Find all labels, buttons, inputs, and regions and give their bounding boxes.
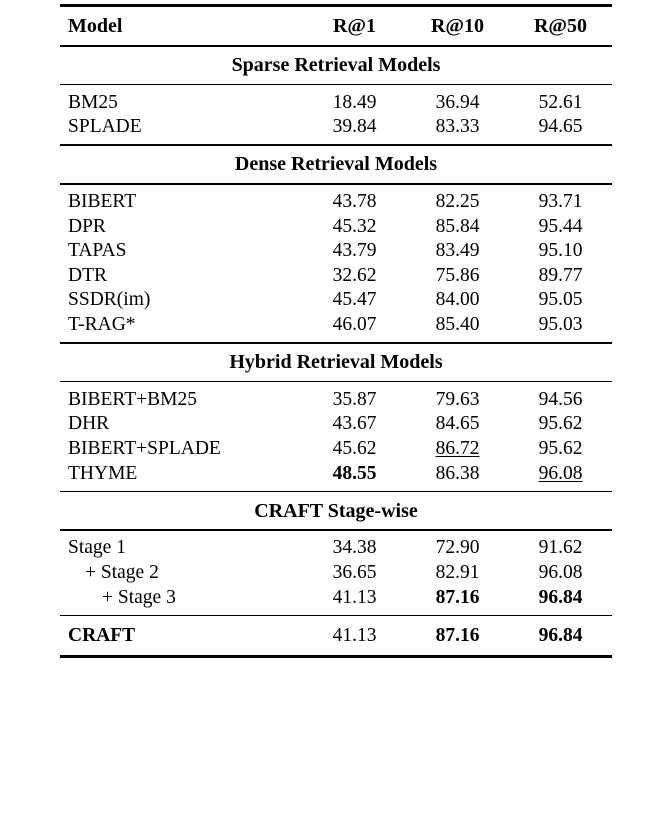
cell-r50	[509, 239, 612, 264]
table-row	[60, 90, 612, 115]
cell-r50	[509, 585, 612, 610]
cell-model	[60, 190, 303, 215]
table-row	[60, 437, 612, 462]
model-name: DHR	[68, 413, 110, 435]
cell-r1	[303, 263, 406, 288]
cell-r50	[509, 263, 612, 288]
cell-value: 83.33	[435, 116, 480, 138]
cell-r50	[509, 536, 612, 561]
cell-r10	[406, 585, 509, 610]
model-name: BM25	[68, 91, 118, 113]
model-name: DPR	[68, 215, 106, 237]
cell-r1	[303, 412, 406, 437]
section-header-row	[60, 492, 612, 529]
cell-r50	[509, 387, 612, 412]
cell-r10	[406, 620, 509, 651]
cell-r10	[406, 214, 509, 239]
cell-value: 87.16	[435, 586, 480, 608]
cell-value: 94.56	[538, 388, 583, 410]
column-header-r10: R@10	[430, 15, 485, 37]
cell-value: 96.84	[538, 586, 583, 608]
model-name: THYME	[68, 462, 138, 484]
cell-r10	[406, 288, 509, 313]
cell-value: 93.71	[538, 191, 583, 213]
cell-r1	[303, 90, 406, 115]
model-name: BIBERT+SPLADE	[68, 438, 221, 460]
cell-r1	[303, 115, 406, 140]
cell-value: 95.62	[538, 438, 583, 460]
cell-model	[60, 560, 303, 585]
results-table	[60, 4, 612, 658]
cell-r1	[303, 288, 406, 313]
cell-r1	[303, 214, 406, 239]
cell-value: 72.90	[435, 537, 480, 559]
cell-r10	[406, 412, 509, 437]
cell-value: 86.72	[435, 438, 480, 460]
cell-value: 36.65	[332, 562, 377, 584]
cell-model	[60, 90, 303, 115]
cell-model	[60, 263, 303, 288]
section-title: Sparse Retrieval Models	[231, 54, 441, 77]
cell-value: 32.62	[332, 264, 377, 286]
table-row	[60, 263, 612, 288]
cell-r10	[406, 115, 509, 140]
model-name: DTR	[68, 264, 107, 286]
cell-value: 45.62	[332, 438, 377, 460]
column-header-r1: R@1	[332, 15, 377, 37]
section-header-row	[60, 344, 612, 381]
cell-value: 41.13	[332, 625, 377, 646]
cell-value: 43.67	[332, 413, 377, 435]
cell-model	[60, 437, 303, 462]
cell-r1	[303, 437, 406, 462]
table-row	[60, 560, 612, 585]
cell-model	[60, 239, 303, 264]
model-name: + Stage 2	[85, 562, 159, 584]
column-header-r50: R@50	[533, 15, 588, 37]
cell-model	[60, 585, 303, 610]
results-table-container	[60, 4, 612, 658]
cell-value: 45.32	[332, 215, 377, 237]
cell-model	[60, 313, 303, 338]
cell-r10	[406, 461, 509, 486]
cell-r50	[509, 288, 612, 313]
section-header-row	[60, 146, 612, 183]
cell-r50	[509, 90, 612, 115]
cell-value: 34.38	[332, 537, 377, 559]
cell-value: 95.62	[538, 413, 583, 435]
cell-r10	[406, 190, 509, 215]
cell-r1	[303, 387, 406, 412]
cell-value: 96.08	[538, 462, 583, 484]
model-name: T-RAG*	[68, 314, 136, 336]
cell-r50	[509, 560, 612, 585]
model-name: TAPAS	[68, 240, 127, 262]
cell-value: 36.94	[435, 91, 480, 113]
table-row	[60, 536, 612, 561]
model-name: BIBERT+BM25	[68, 388, 198, 410]
cell-r10	[406, 90, 509, 115]
cell-r10	[406, 263, 509, 288]
cell-value: 85.84	[435, 215, 480, 237]
section-title: CRAFT Stage-wise	[254, 499, 418, 522]
cell-value: 83.49	[435, 240, 480, 262]
cell-r50	[509, 115, 612, 140]
cell-value: 95.10	[538, 240, 583, 262]
cell-r50	[509, 412, 612, 437]
cell-value: 75.86	[435, 264, 480, 286]
cell-value: 79.63	[435, 388, 480, 410]
cell-value: 89.77	[538, 264, 583, 286]
cell-value: 94.65	[538, 116, 583, 138]
cell-r10	[406, 239, 509, 264]
table-row	[60, 239, 612, 264]
cell-value: 46.07	[332, 314, 377, 336]
cell-r50	[509, 437, 612, 462]
cell-r10	[406, 560, 509, 585]
cell-value: 18.49	[332, 91, 377, 113]
cell-r10	[406, 437, 509, 462]
cell-value: 41.13	[332, 586, 377, 608]
section-title: Hybrid Retrieval Models	[229, 351, 443, 374]
model-name: CRAFT	[68, 625, 136, 646]
cell-r1	[303, 585, 406, 610]
cell-r50	[509, 190, 612, 215]
cell-value: 95.03	[538, 314, 583, 336]
cell-model	[60, 536, 303, 561]
cell-value: 96.08	[538, 562, 583, 584]
horizontal-rule-thick	[60, 655, 612, 658]
cell-r10	[406, 536, 509, 561]
cell-r1	[303, 620, 406, 651]
table-row	[60, 585, 612, 610]
cell-value: 84.65	[435, 413, 480, 435]
cell-model	[60, 461, 303, 486]
cell-r50	[509, 313, 612, 338]
cell-value: 82.91	[435, 562, 480, 584]
model-name: SSDR(im)	[68, 289, 151, 311]
table-row	[60, 214, 612, 239]
cell-model	[60, 214, 303, 239]
cell-value: 82.25	[435, 191, 480, 213]
cell-r50	[509, 620, 612, 651]
cell-model	[60, 412, 303, 437]
cell-model	[60, 115, 303, 140]
cell-value: 87.16	[435, 625, 480, 646]
cell-value: 95.44	[538, 215, 583, 237]
cell-r1	[303, 239, 406, 264]
cell-r1	[303, 190, 406, 215]
cell-model	[60, 620, 303, 651]
table-row-total	[60, 620, 612, 651]
table-row	[60, 288, 612, 313]
cell-value: 85.40	[435, 314, 480, 336]
cell-r50	[509, 214, 612, 239]
table-row	[60, 412, 612, 437]
section-header-row	[60, 47, 612, 84]
table-row	[60, 115, 612, 140]
cell-value: 86.38	[435, 462, 480, 484]
cell-r10	[406, 387, 509, 412]
cell-model	[60, 387, 303, 412]
table-row	[60, 313, 612, 338]
cell-value: 84.00	[435, 289, 480, 311]
cell-value: 43.79	[332, 240, 377, 262]
table-row	[60, 190, 612, 215]
cell-r1	[303, 313, 406, 338]
table-row	[60, 387, 612, 412]
cell-r10	[406, 313, 509, 338]
model-name: BIBERT	[68, 191, 137, 213]
column-header-model: Model	[68, 15, 123, 37]
cell-model	[60, 288, 303, 313]
cell-value: 39.84	[332, 116, 377, 138]
cell-value: 95.05	[538, 289, 583, 311]
model-name: Stage 1	[68, 537, 126, 559]
cell-value: 96.84	[538, 625, 583, 646]
table-row	[60, 461, 612, 486]
section-title: Dense Retrieval Models	[234, 153, 438, 176]
cell-value: 35.87	[332, 388, 377, 410]
cell-value: 45.47	[332, 289, 377, 311]
cell-value: 48.55	[332, 462, 377, 484]
cell-value: 43.78	[332, 191, 377, 213]
cell-value: 52.61	[538, 91, 583, 113]
cell-value: 91.62	[538, 537, 583, 559]
cell-r1	[303, 461, 406, 486]
table-header-row	[60, 7, 612, 45]
model-name: SPLADE	[68, 116, 142, 138]
cell-r1	[303, 560, 406, 585]
cell-r50	[509, 461, 612, 486]
cell-r1	[303, 536, 406, 561]
model-name: + Stage 3	[102, 586, 176, 608]
